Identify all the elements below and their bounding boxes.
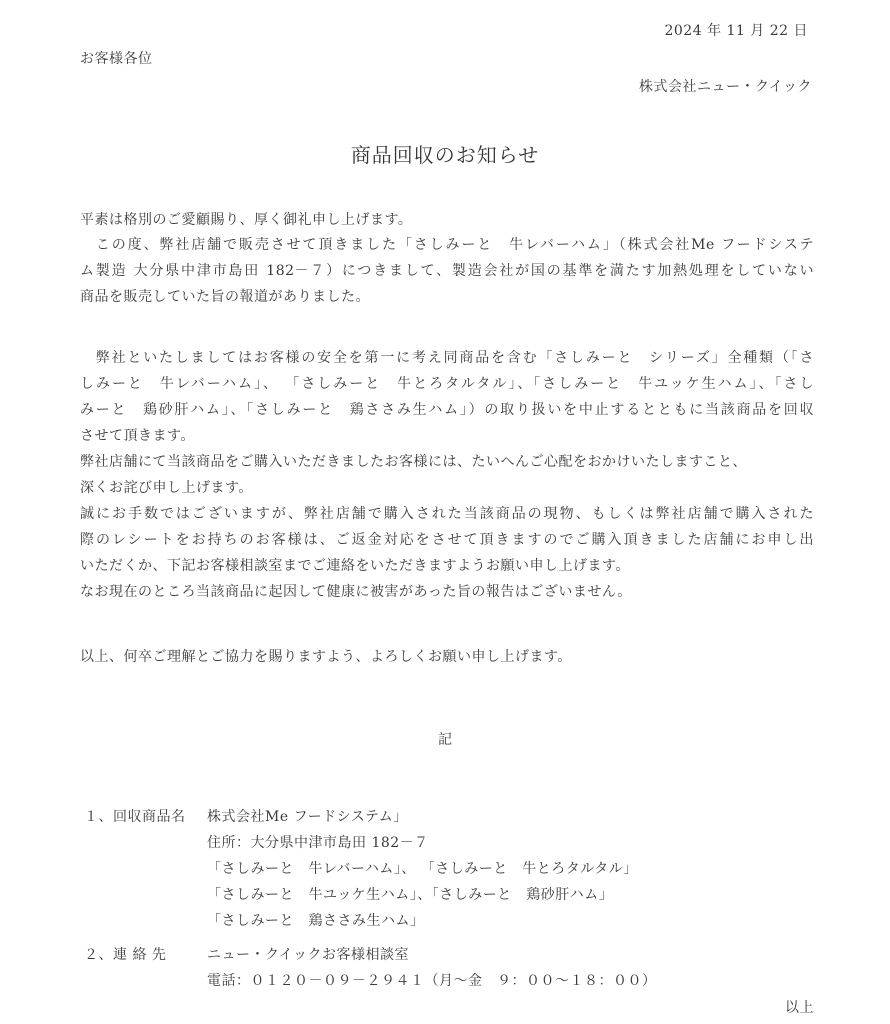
paragraph-3-line: 深くお詫び申し上げます。 [80,480,253,496]
detail-value-line: 住所：大分県中津市島田 182－７ [207,835,429,851]
paragraph-1-line: この度、弊社店舗で販売させて頂きました「さしみーと 牛レバーハム」（株式会社Me フードシステ [80,237,814,253]
paragraph-2-line: 弊社といたしましてはお客様の安全を第一に考え同商品を含む「さしみーと シリーズ」全種類（「さ [80,350,814,366]
paragraph-1-line: ム製造 大分県中津市島田 182－７）につきまして、製造会社が国の基準を満たす加熱処理をしていない [80,263,814,279]
contact-phone: 電話：０１２０－０９－２９４１（月～金 ９：００～１８：００） [207,973,657,989]
closing-remark: 以上、何卒ご理解とご協力を賜りますよう、よろしくお願い申し上げます。 [80,649,572,665]
detail-value-line: ニュー・クイックお客様相談室 [207,947,410,963]
recipient: お客様各位 [80,51,153,67]
paragraph-4-line: なお現在のところ当該商品に起因して健康に被害があった旨の報告はございません。 [80,584,632,600]
paragraph-2-line: みーと 鶏砂肝ハム」、「さしみーと 鶏ささみ生ハム」）の取り扱いを中止するとともに当該商品を回収 [80,402,814,418]
detail-label: ２、連 絡 先 [84,947,167,963]
detail-value-line: 株式会社Me フードシステム」 [207,809,408,825]
details-heading: 記 [438,732,452,748]
document-title: 商品回収のお知らせ [350,143,540,167]
paragraph-4-line: 誠にお手数ではございますが、弊社店舗で購入された当該商品の現物、もしくは弊社店舗で購入された [80,506,814,522]
paragraph-3-line: 弊社店舗にて当該商品をご購入いただきましたお客様には、たいへんご心配をおかけいたしますこと、 [80,454,747,470]
paragraph-4-line: 際のレシートをお持ちのお客様は、ご返金対応をさせて頂きますのでご購入頂きました店舗にお申し出 [80,532,814,548]
end-mark: 以上 [785,1000,814,1016]
paragraph-2-line: させて頂きます。 [80,428,195,444]
document-date: 2024 年 11 月 22 日 [664,23,808,39]
paragraph-2-line: しみーと 牛レバーハム」、 「さしみーと 牛とろタルタル」、「さしみーと 牛ユッケ生ハム」、「さし [80,376,814,392]
sender-company: 株式会社ニュー・クイック [638,79,812,95]
paragraph-4-line: いただくか、下記お客様相談室までご連絡をいただきますようお願い申し上げます。 [80,558,630,574]
detail-value-line: 「さしみーと 牛ユッケ生ハム」、「さしみーと 鶏砂肝ハム」 [207,887,614,903]
detail-value-line: 「さしみーと 鶏ささみ生ハム」 [207,913,425,929]
paragraph-1-line: 商品を販売していた旨の報道がありました。 [80,289,370,305]
detail-value-line: 「さしみーと 牛レバーハム」、 「さしみーと 牛とろタルタル」 [207,861,638,877]
detail-label: １、回収商品名 [84,809,186,825]
greeting: 平素は格別のご愛顧賜り、厚く御礼申し上げます。 [80,212,413,228]
